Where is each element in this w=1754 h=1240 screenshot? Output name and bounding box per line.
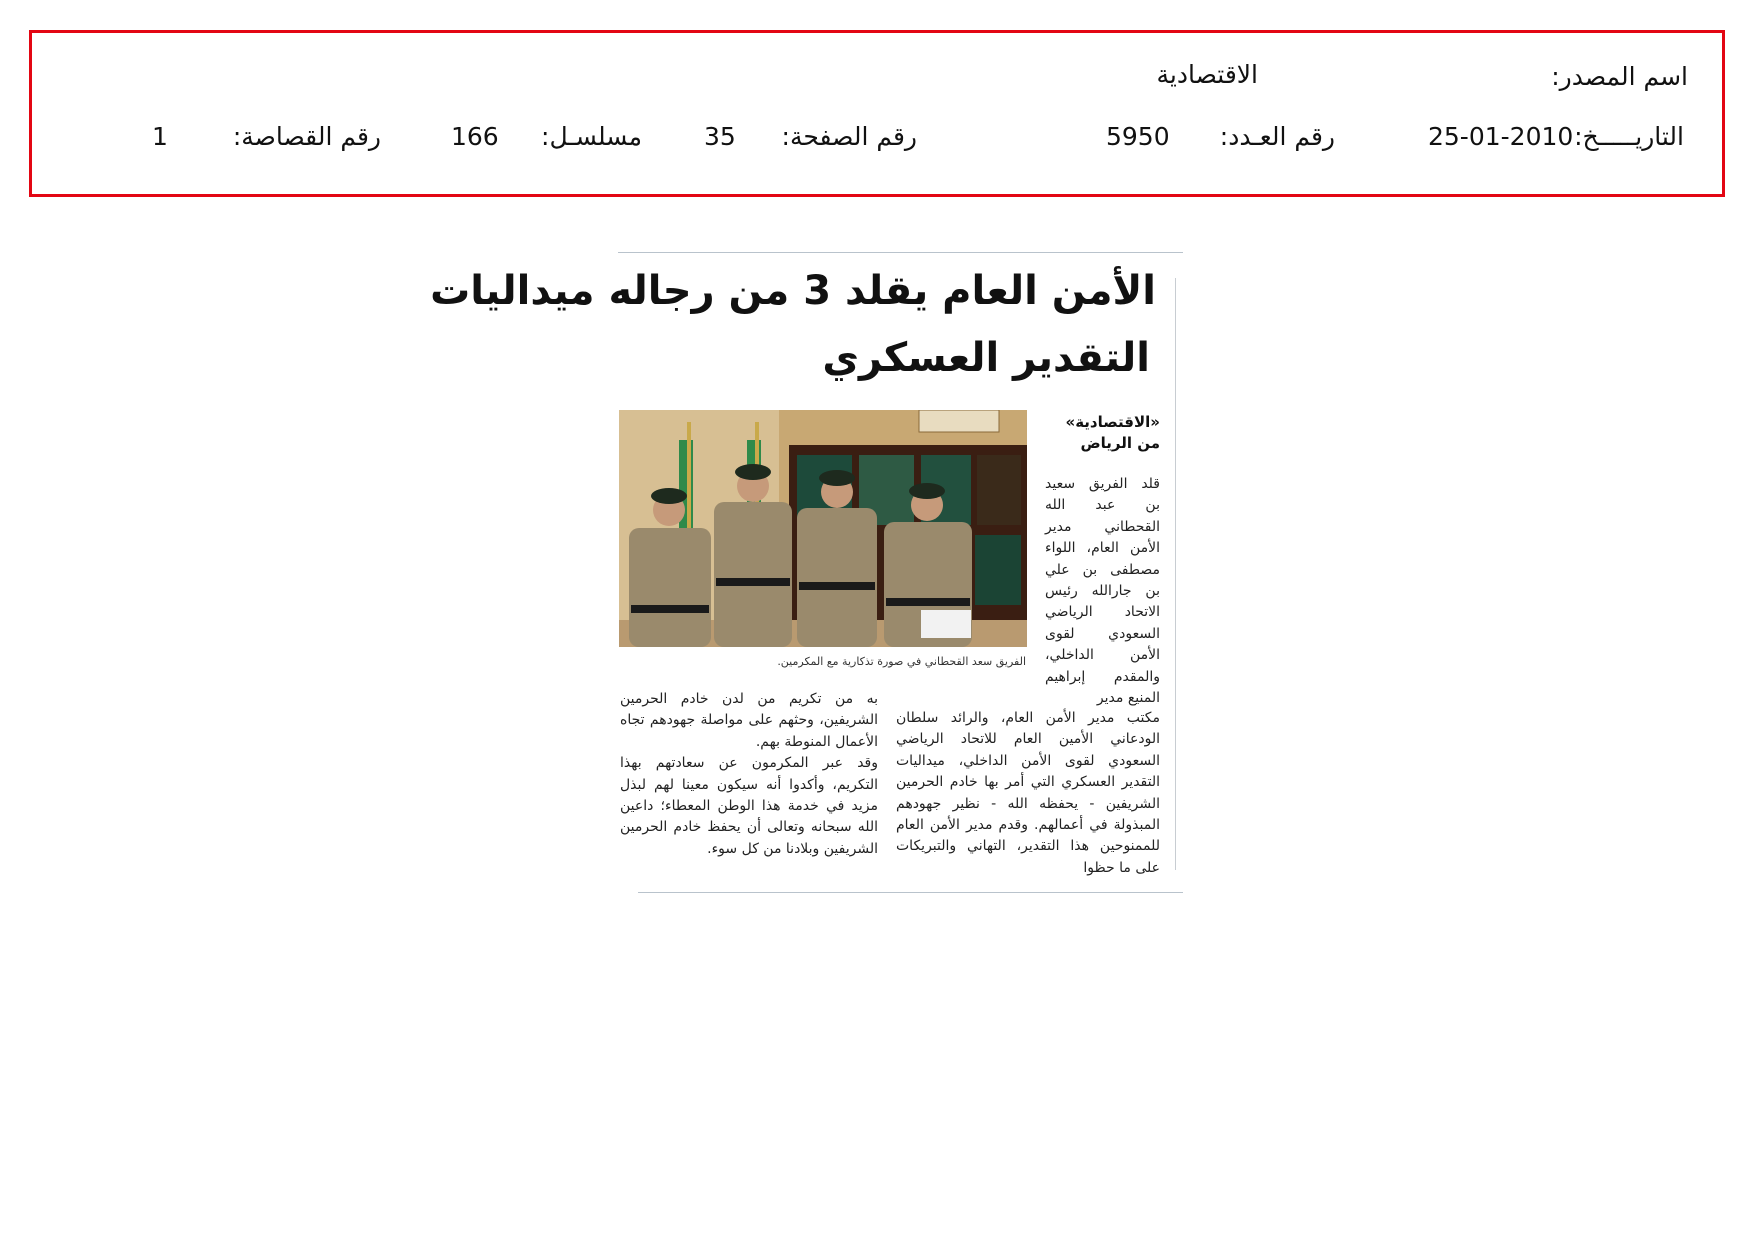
headline-line-1: الأمن العام يقلد 3 من رجاله ميداليات (430, 268, 1156, 314)
article-column-3 (620, 689, 878, 860)
date-label: التاريـــــخ: (1574, 122, 1684, 151)
byline-location: من الرياض (1080, 434, 1160, 452)
headline-line-2: التقدير العسكري (822, 335, 1150, 381)
date-value: 25-01-2010 (1428, 122, 1574, 151)
article-column-1 (1045, 474, 1160, 709)
article-paragraph: وقد عبر المكرمون عن سعادتهم بهذا التكريم، وأكدوا أنه سيكون معينا لهم لبذل مزيد في خدمة هذا الوطن المعطاء؛ داعين الله سبحانه وتعالى أن يحفظ خادم الحرمين الشريفين وبلادنا من كل سوء. (620, 755, 878, 857)
clip-bottom-rule (638, 892, 1183, 893)
clip-right-rule (1175, 278, 1176, 870)
serial-value: 166 (451, 122, 499, 151)
source-value: الاقتصادية (1156, 60, 1258, 89)
clip-top-rule (618, 252, 1183, 253)
issue-value: 5950 (1106, 122, 1170, 151)
photo-caption: الفريق سعد القحطاني في صورة تذكارية مع المكرمين. (777, 655, 1026, 668)
clip-label: رقم القصاصة: (232, 122, 381, 151)
clip-value: 1 (152, 122, 168, 151)
article-paragraph: قلد الفريق سعيد بن عبد الله القحطاني مدير الأمن العام، اللواء مصطفى بن علي بن جارالله رئيس الاتحاد الرياضي السعودي لقوى الأمن الداخلي، والمقدم إبراهيم المنيع مدير (1045, 476, 1160, 707)
source-label: اسم المصدر: (1551, 62, 1688, 91)
page-value: 35 (704, 122, 736, 151)
article-column-2 (896, 708, 1160, 879)
article-paragraph: مكتب مدير الأمن العام، والرائد سلطان الودعاني الأمين العام للاتحاد الرياضي السعودي لقوى الأمن الداخلي، ميداليات التقدير العسكري التي أمر بها خادم الحرمين الشريفين - يحفظه الله - نظير جهودهم المبذولة في أعمالهم. وقدم مدير الأمن العام للممنوحين هذا التقدير، التهاني والتبريكات على ما حظوا (896, 710, 1160, 876)
byline-source: «الاقتصادية» (1065, 413, 1160, 431)
officers-photo (619, 410, 1027, 647)
byline (1066, 412, 1160, 454)
issue-label: رقم العـدد: (1219, 122, 1335, 151)
page-label: رقم الصفحة: (781, 122, 917, 151)
serial-label: مسلسـل: (541, 122, 642, 151)
article-paragraph: به من تكريم من لدن خادم الحرمين الشريفين، وحثهم على مواصلة جهودهم تجاه الأعمال المنوطة بهم. (620, 691, 878, 750)
metadata-box (29, 30, 1725, 197)
